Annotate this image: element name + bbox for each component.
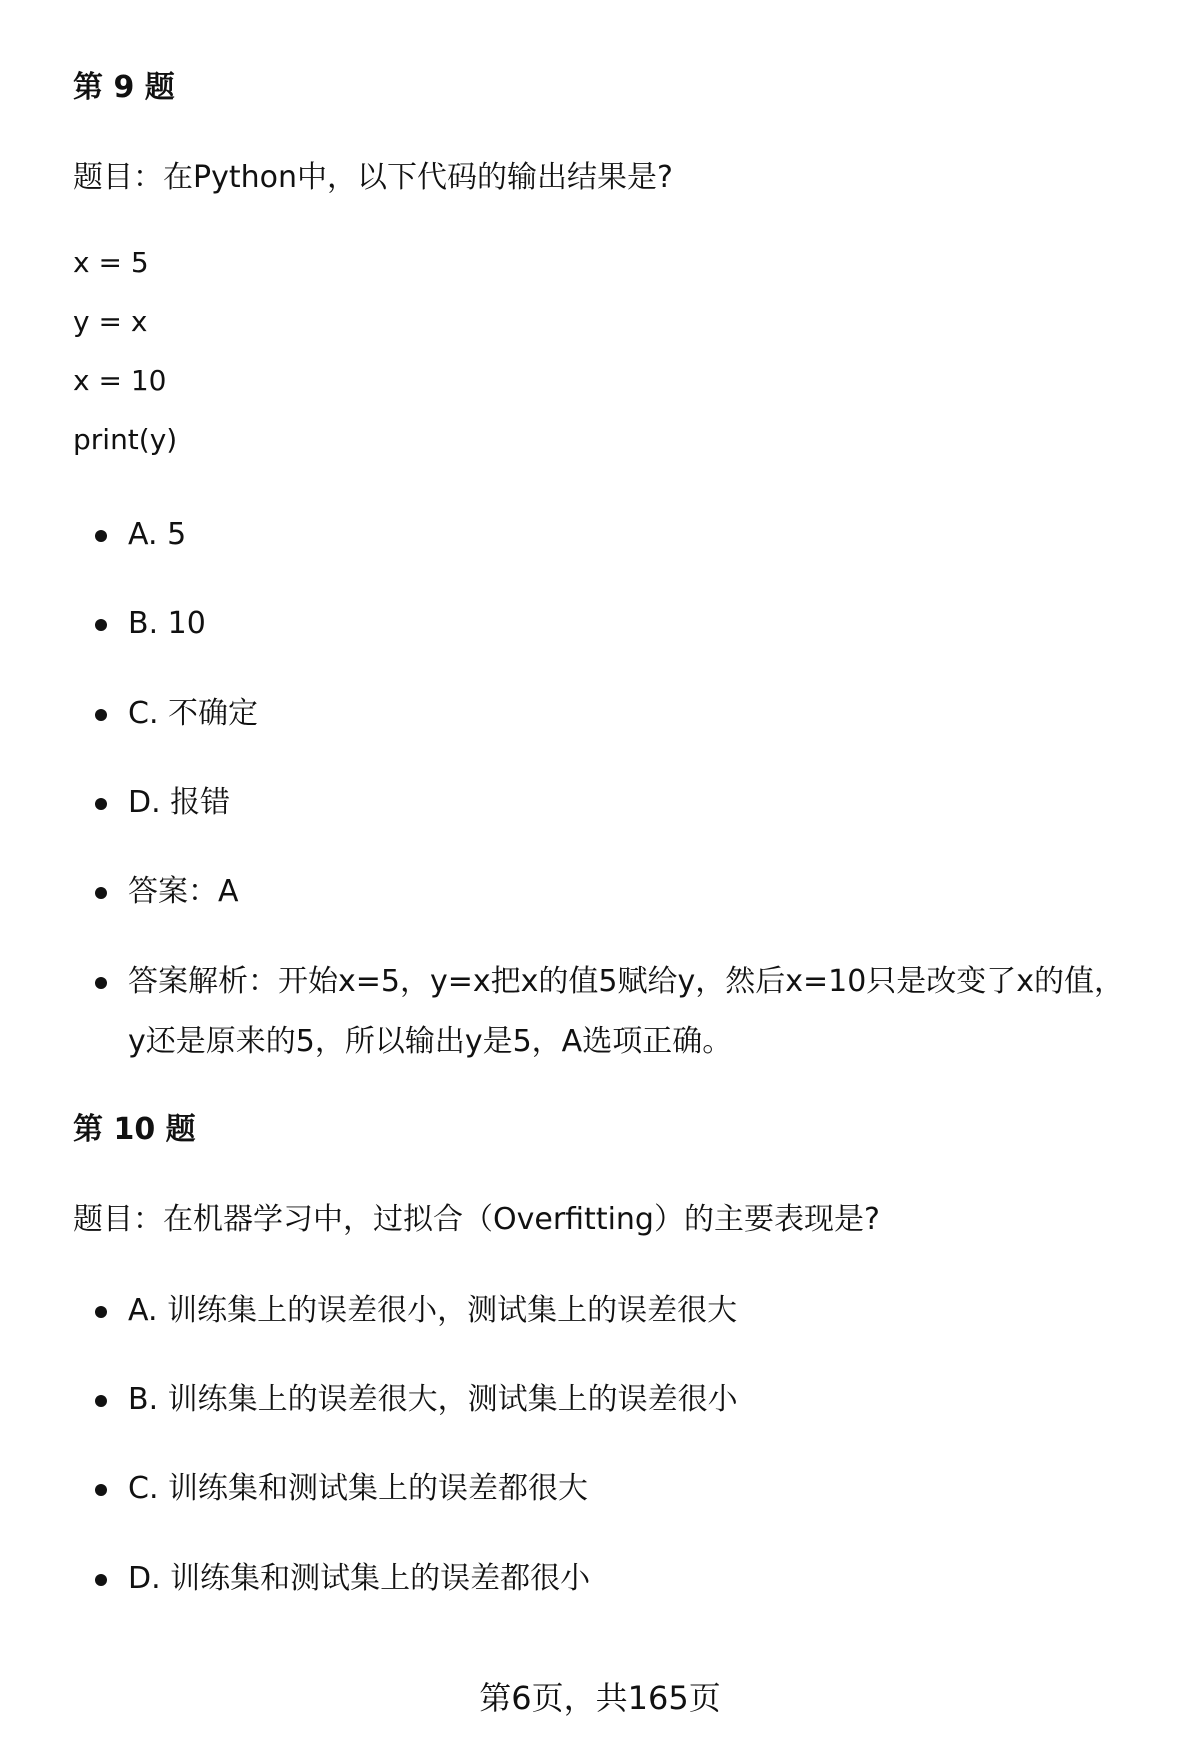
bullet-dot — [95, 619, 107, 631]
question-9-heading: 第 9 题 — [73, 70, 175, 105]
explanation-text: 答案解析：开始x=5，y=x把x的值5赋给y，然后x=10只是改变了x的值，y还是原来的5，所以输出y是5，A选项正确。 — [128, 964, 1125, 1059]
option-text: C. 不确定 — [128, 696, 259, 731]
code-line-3: x = 10 — [73, 364, 167, 397]
bullet-dot — [95, 1395, 107, 1407]
q10-option-a — [93, 1281, 1138, 1341]
option-text: A. 5 — [128, 517, 187, 552]
q10-option-b — [93, 1370, 1138, 1430]
bullet-dot — [95, 709, 107, 721]
option-text: A. 训练集上的误差很小，测试集上的误差很大 — [128, 1293, 738, 1328]
option-text: C. 训练集和测试集上的误差都很大 — [128, 1471, 589, 1506]
question-10-heading: 第 10 题 — [73, 1112, 196, 1147]
q9-option-b — [93, 594, 1138, 654]
bullet-dot — [95, 1484, 107, 1496]
q9-option-c — [93, 684, 1138, 744]
page-footer: 第6页，共165页 — [479, 1679, 721, 1717]
bullet-dot — [95, 1306, 107, 1318]
bullet-dot — [95, 530, 107, 542]
q9-answer — [93, 862, 1138, 922]
question-9-text: 题目：在Python中，以下代码的输出结果是? — [73, 160, 673, 195]
bullet-dot — [95, 1574, 107, 1586]
bullet-dot — [95, 977, 107, 989]
q9-option-d — [93, 773, 1138, 833]
option-text: B. 训练集上的误差很大，测试集上的误差很小 — [128, 1382, 738, 1417]
answer-text: 答案：A — [128, 874, 239, 909]
code-line-1: x = 5 — [73, 246, 149, 279]
q9-explanation — [93, 952, 1138, 1072]
bullet-dot — [95, 887, 107, 899]
option-text: D. 训练集和测试集上的误差都很小 — [128, 1561, 591, 1596]
code-line-4: print(y) — [73, 423, 178, 456]
bullet-dot — [95, 798, 107, 810]
q10-option-d — [93, 1549, 1138, 1609]
option-text: D. 报错 — [128, 785, 231, 820]
q9-option-a — [93, 505, 1138, 565]
option-text: B. 10 — [128, 606, 206, 641]
question-10-text: 题目：在机器学习中，过拟合（Overfitting）的主要表现是? — [73, 1202, 880, 1237]
code-line-2: y = x — [73, 305, 148, 338]
q10-option-c — [93, 1459, 1138, 1519]
